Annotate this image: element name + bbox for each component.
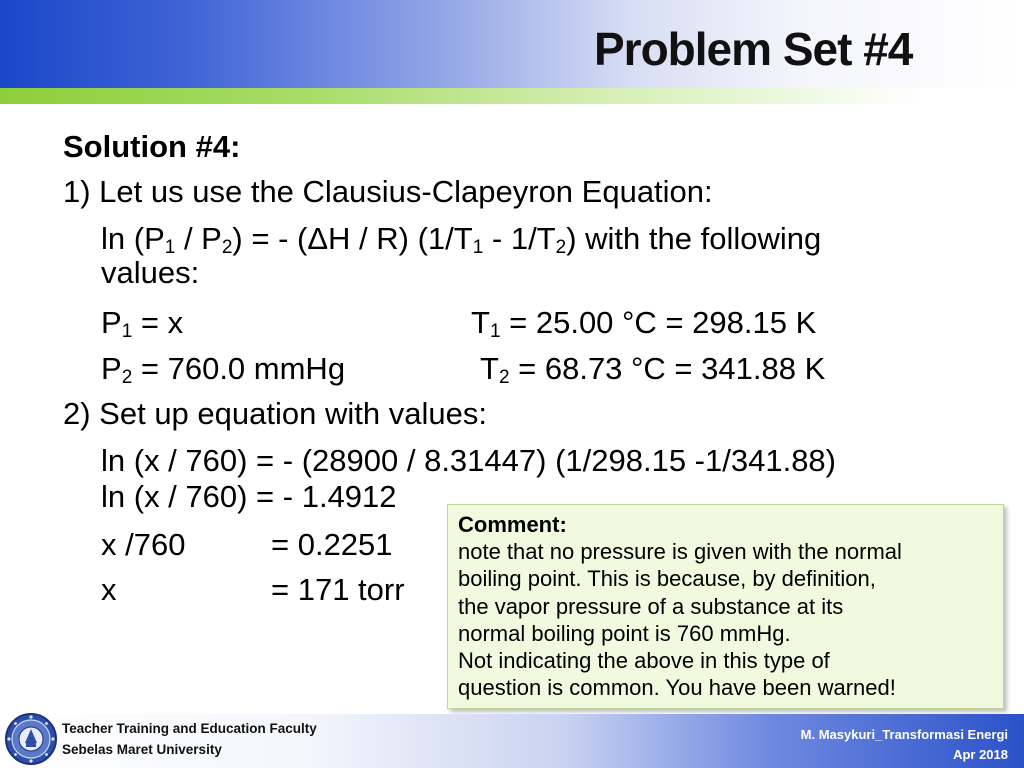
step2-equation-3-right: = 0.2251	[271, 527, 393, 562]
header-accent-stripe	[0, 88, 1024, 104]
footer-institution-line1: Teacher Training and Education Faculty	[62, 721, 317, 736]
comment-line: question is common. You have been warned!	[458, 675, 896, 701]
clausius-clapeyron-equation: $\ln (P_1 / P_2)$ = - (ΔH / R) $(1/T_1 - 1/T_2)$ with the following	[101, 221, 822, 258]
comment-box	[447, 504, 1004, 709]
solution-heading: Solution #4:	[63, 129, 241, 164]
step2-equation-2: ln (x / 760) = - 1.4912	[101, 479, 397, 514]
comment-line: Not indicating the above in this type of	[458, 648, 830, 674]
step1-text: 1) Let us use the Clausius-Clapeyron Equation:	[63, 174, 713, 209]
comment-line: note that no pressure is given with the normal	[458, 539, 902, 564]
step2-text: 2) Set up equation with values:	[63, 396, 487, 431]
footer-author: M. Masykuri_Transformasi Energi	[800, 727, 1008, 742]
step2-equation-3-left: x /760	[101, 527, 186, 562]
t1-value: $T_1 = 25.00$ °C = 298.15 K	[471, 305, 817, 342]
equation-continuation: values:	[101, 255, 200, 290]
footer-institution-line2: Sebelas Maret University	[62, 742, 222, 757]
page-title: Problem Set #4	[594, 23, 913, 75]
comment-line: boiling point. This is because, by definition,	[458, 566, 876, 592]
comment-line: the vapor pressure of a substance at its	[458, 593, 844, 619]
footer-date: Apr 2018	[953, 747, 1008, 762]
step2-equation-1: ln (x / 760) = - (28900 / 8.31447) (1/298.15 -1/341.88)	[101, 443, 836, 478]
p2-value: $P_2 = 760.0$ mmHg	[101, 351, 346, 388]
t2-value: $T_2 = 68.73$ °C = 341.88 K	[480, 351, 826, 388]
comment-title: Comment:	[458, 512, 567, 537]
p1-value: $P_1 = x$	[101, 305, 184, 342]
university-seal-icon	[4, 712, 58, 766]
comment-line: normal boiling point is 760 mmHg.	[458, 620, 791, 646]
step2-equation-4-left: x	[101, 572, 117, 607]
step2-equation-4-right: = 171 torr	[271, 572, 405, 607]
